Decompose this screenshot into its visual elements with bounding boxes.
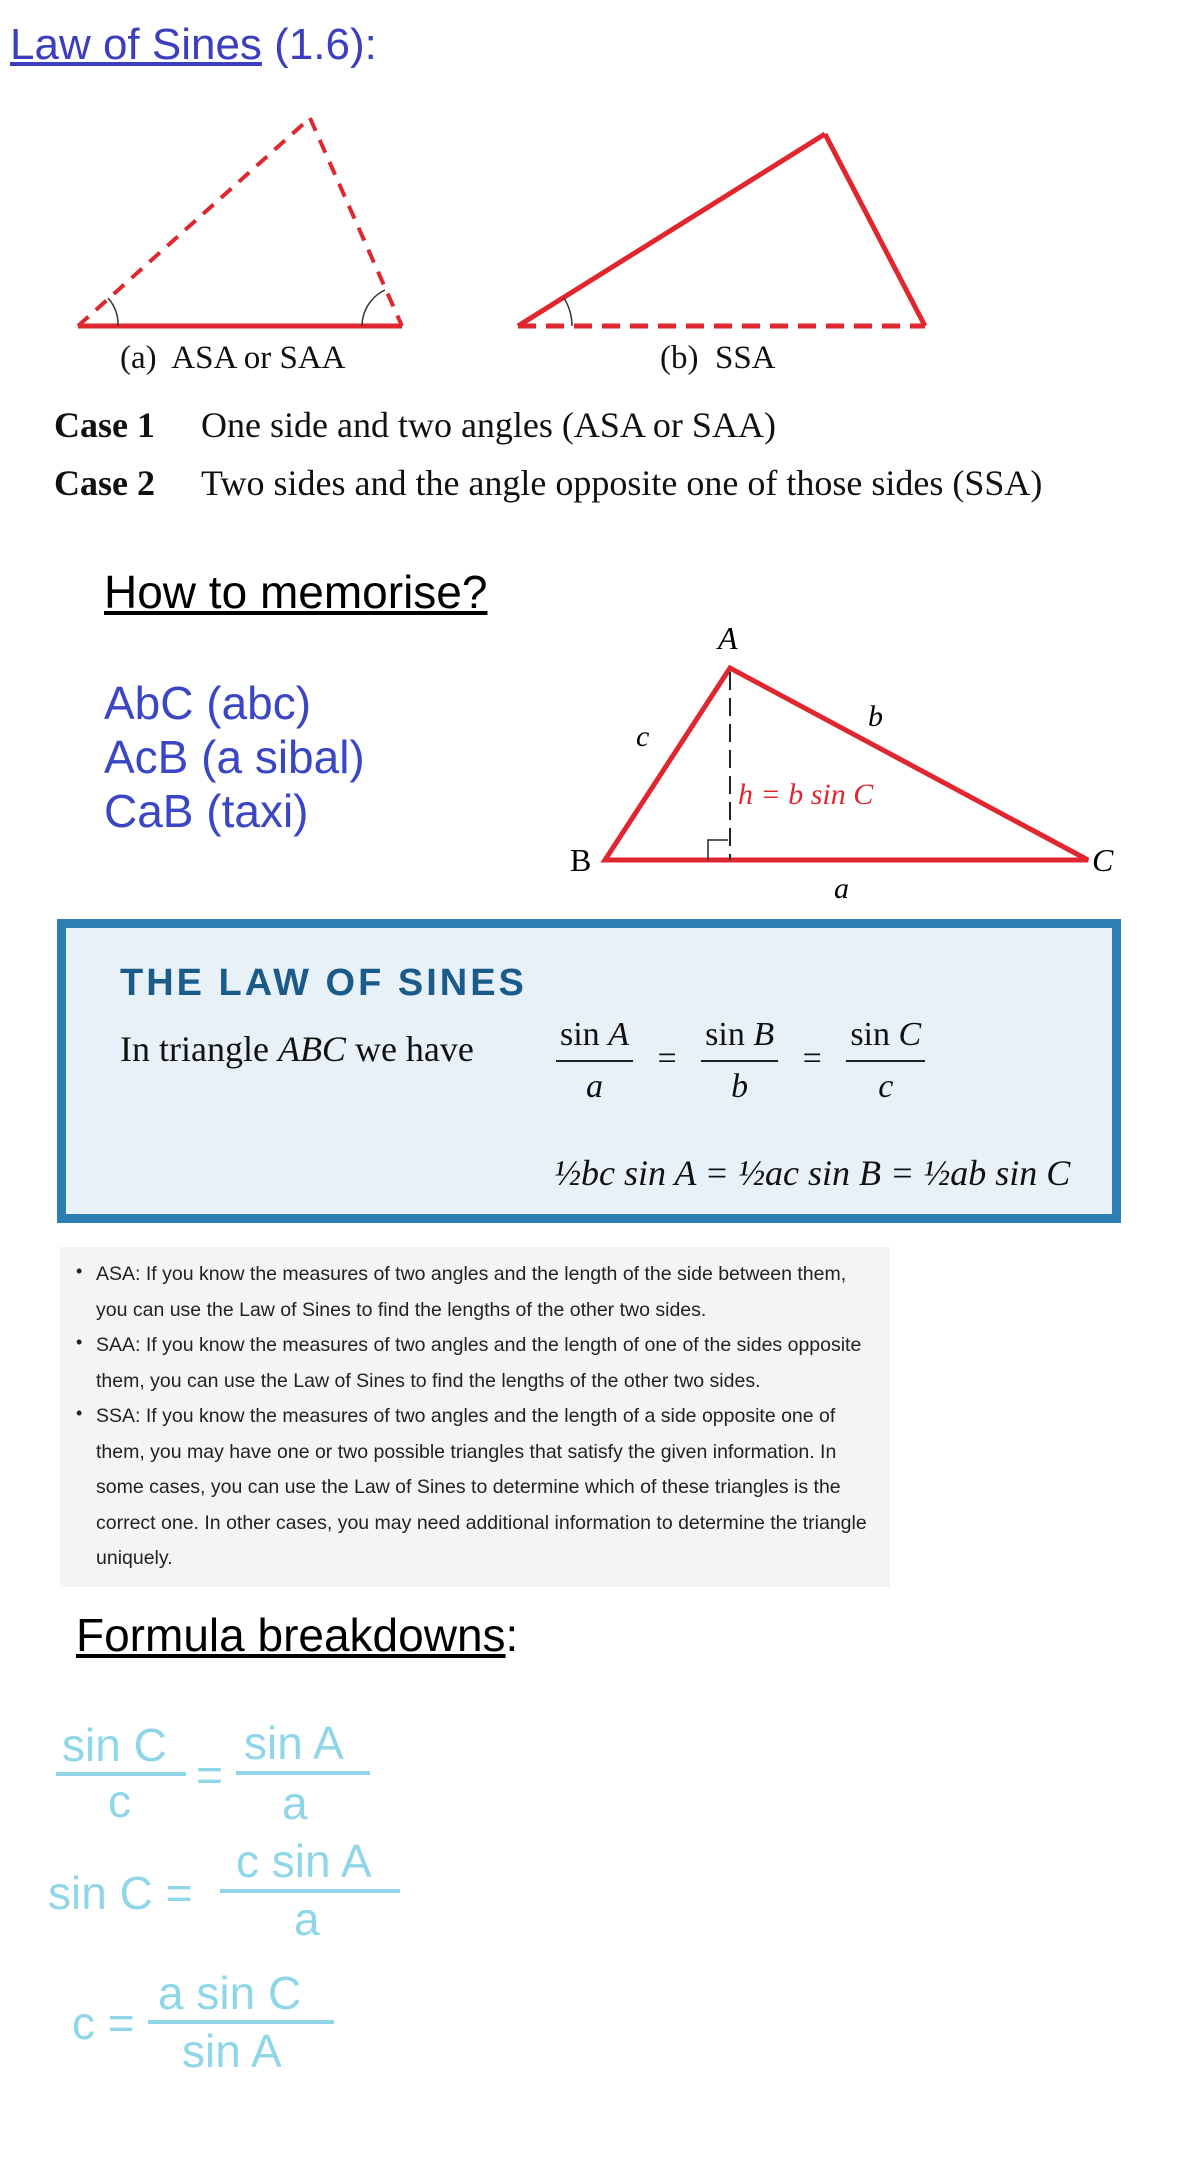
bullet-text: SAA: If you know the measures of two angles and the length of one of the sides opposite them, you can use the Law of Sines to find the lengths of the other two sides. [96, 1334, 862, 1392]
law-ratios [556, 1016, 925, 1106]
side-c-label: c [636, 720, 650, 753]
asa-right-side [310, 118, 402, 326]
intro-post: we have [345, 1029, 474, 1069]
case-2-text: Two sides and the angle opposite one of those sides (SSA) [201, 463, 1043, 503]
ratio-sin-c [846, 1016, 925, 1106]
breakdowns-heading [76, 1608, 518, 1662]
law-box-intro [120, 1028, 474, 1070]
cases-explanation-list [60, 1247, 890, 1587]
f1-right-bar [236, 1771, 370, 1775]
case-2-row [54, 462, 1043, 504]
asa-right-angle-arc [362, 290, 385, 326]
case-figures [0, 100, 1184, 340]
bullet-text: ASA: If you know the measures of two angles and the length of the side between them, you can use the Law of Sines to find the lengths of the other two sides. [96, 1263, 847, 1321]
case-1-row [54, 404, 776, 446]
f3-den: sin A [182, 2025, 282, 2077]
side-b-label: b [868, 700, 883, 733]
case-2-label: Case 2 [54, 463, 155, 503]
f1-right-num: sin A [244, 1717, 344, 1769]
list-item [60, 1257, 876, 1328]
f2-num: c sin A [236, 1835, 372, 1887]
asa-left-angle-arc [108, 298, 118, 326]
height-label: h = b sin C [738, 778, 874, 811]
memorise-heading: How to memorise? [104, 566, 488, 618]
f1-left-den: c [108, 1775, 131, 1827]
ratio-3-num: sin C [846, 1016, 925, 1062]
list-item [60, 1399, 876, 1577]
ratio-1-den: a [585, 1068, 603, 1105]
memorise-list [104, 676, 365, 838]
vertex-c-label: C [1092, 842, 1114, 878]
equals-sign: = [802, 1039, 822, 1077]
law-box-title: THE LAW OF SINES [120, 962, 527, 1004]
page-title [10, 20, 377, 70]
caption-ssa: (b) SSA [660, 340, 776, 376]
case-1-label: Case 1 [54, 405, 155, 445]
caption-asa: (a) ASA or SAA [120, 340, 346, 376]
right-angle-mark [708, 840, 728, 860]
breakdowns-heading-text: Formula breakdowns [76, 1609, 506, 1661]
memorise-item: AcB (a sibal) [104, 731, 365, 783]
list-item [60, 1328, 876, 1399]
vertex-b-label: B [570, 842, 592, 878]
ratio-1-num: sin A [556, 1016, 633, 1062]
f2-den: a [294, 1893, 320, 1945]
law-of-sines-box [57, 919, 1121, 1223]
intro-pre: In triangle [120, 1029, 278, 1069]
figure-ssa-triangle [518, 134, 925, 326]
ratio-sin-a [556, 1016, 633, 1106]
vertex-a-label: A [718, 620, 738, 656]
ratio-3-den: c [878, 1068, 894, 1105]
law-of-sines-link[interactable]: Law of Sines [10, 20, 262, 69]
ratio-sin-b [701, 1016, 778, 1106]
figure-asa-triangle [78, 118, 402, 326]
asa-left-side [78, 118, 310, 326]
bullet-dot: • [76, 1261, 83, 1281]
f3-num: a sin C [158, 1967, 302, 2019]
ssa-angle-arc [564, 298, 572, 326]
f3-lhs: c = [72, 1997, 135, 2049]
ssa-long-side [518, 134, 825, 326]
bullet-text: SSA: If you know the measures of two angles and the length of a side opposite one of them, you may have one or two possible triangles that satisfy the given information. In some cases, you can use the Law of Sines to determine which of these triangles is the correct one. In other cases, you may need additional information to determine the triangle uniquely. [96, 1405, 867, 1569]
f1-right-den: a [282, 1777, 308, 1829]
title-section-number: (1.6): [261, 20, 377, 69]
bullet-dot: • [76, 1403, 83, 1423]
case-1-text: One side and two angles (ASA or SAA) [201, 405, 776, 445]
f2-lhs: sin C = [48, 1867, 193, 1919]
breakdowns-colon: : [505, 1609, 519, 1661]
f1-equals: = [196, 1749, 223, 1801]
f1-left-num: sin C [62, 1719, 167, 1771]
area-formula: ½bc sin A = ½ac sin B = ½ab sin C [554, 1153, 1071, 1193]
equals-sign: = [657, 1039, 677, 1077]
ratio-2-den: b [731, 1068, 749, 1105]
triangle-abc-diagram [560, 620, 1140, 910]
memorise-item: CaB (taxi) [104, 785, 309, 837]
memorise-item: AbC (abc) [104, 677, 312, 729]
ratio-2-num: sin B [701, 1016, 778, 1062]
intro-abc: ABC [277, 1029, 346, 1069]
side-a-label: a [834, 872, 849, 905]
ssa-short-side [825, 134, 925, 326]
triangle-abc [605, 668, 1088, 860]
bullet-dot: • [76, 1332, 83, 1352]
